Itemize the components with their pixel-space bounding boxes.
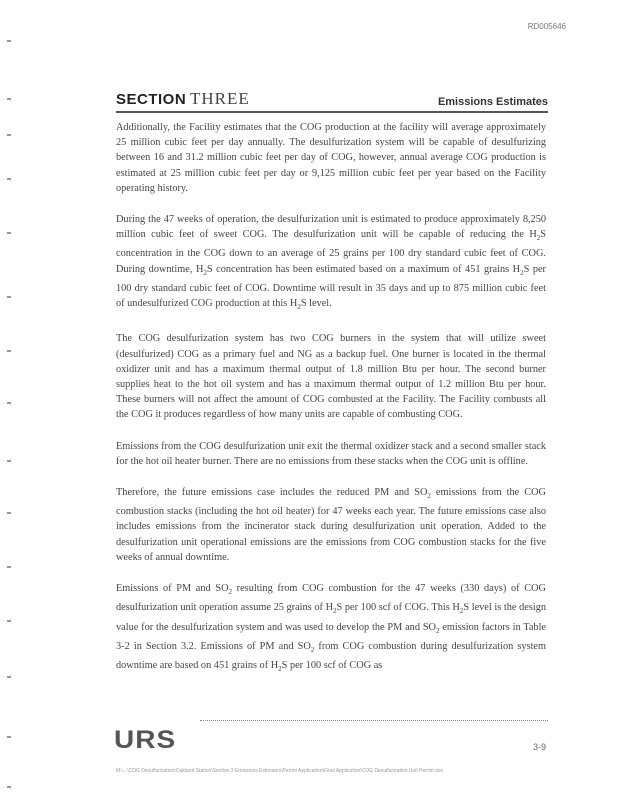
binder-hole-mark — [7, 232, 11, 234]
section-header — [116, 87, 548, 113]
binder-hole-mark — [7, 178, 11, 180]
binder-hole-mark — [7, 460, 11, 462]
document-id: RD005646 — [527, 22, 566, 31]
section-number: THREE — [190, 89, 250, 108]
binder-hole-mark — [7, 786, 11, 788]
paragraph: During the 47 weeks of operation, the desulfurization unit is estimated to produce approximately 8,250 million cubic feet of sweet COG. The desulfurization unit will be capable of reducing the $H_2S$ concentration in the COG down to an average of 25 grains per 100 dry standard cubic feet of COG. During downtime, $H_2S$ concentration has been estimated based on a maximum of 451 grains $H_2S$ per 100 dry standard cubic feet of COG. Downtime will result in 35 days and up to 875 million cubic feet of undesulfurized COG production at this $H_2S$ level. — [116, 214, 546, 312]
paragraph: The COG desulfurization system has two COG burners in the system that will utilize sweet (desulfurized) COG as a primary fuel and NG as a backup fuel. One burner is located in the thermal oxidizer unit and has a maximum thermal output of 1.8 million Btu per hour. The second burner supplies heat to the hot oil system and has a maximum thermal output of 1.2 million Btu per hour. These burners will not affect the amount of COG combusted at the Facility. The Facility combusts all the COG it produces regardless of how many units are capable of combusting COG. — [116, 333, 546, 421]
binder-hole-mark — [7, 134, 11, 136]
footer-rule — [200, 720, 548, 721]
binder-hole-mark — [7, 350, 11, 352]
paragraph: Emissions of PM and $SO_2$ resulting from COG combustion for the 47 weeks (330 days) of COG desulfurization unit operation assume 25 grains of $H_2S$ per 100 scf of COG. This $H_2S$ level is the design value for the desulfurization system and was used to develop the PM and $SO_2$ emission factors in Table 3-2 in Section 3.2. Emissions of PM and $SO_2$ from COG combustion during desulfurization system downtime are based on 451 grains of $H_2S$ per 100 scf of COG as — [116, 583, 547, 674]
binder-hole-mark — [7, 620, 11, 622]
section-label: SECTION — [116, 91, 187, 108]
binder-hole-mark — [7, 402, 11, 404]
binder-hole-mark — [7, 98, 11, 100]
paragraph: Therefore, the future emissions case includes the reduced PM and $SO_2$ emissions from the COG combustion stacks (including the hot oil heater) for 47 weeks each year. The future emissions case also includes emissions from the incinerator stack during desulfurization unit operation. Added to the desulfurization unit operational emissions are the emissions from COG combustion stacks for the five weeks of annual downtime. — [116, 487, 546, 563]
paragraph: Emissions from the COG desulfurization unit exit the thermal oxidizer stack and a second smaller stack for the hot oil heater burner. There are no emissions from these stacks when the COG unit is offline. — [116, 440, 546, 467]
footer-file-path: M:\...\COG Desulfurization\Oakland Station\Section 3 Emissions Estimates\Permit Application\Final Application\COG Desulfurization Unit Permit.doc — [116, 768, 444, 774]
binder-hole-mark — [7, 676, 11, 678]
section-title: Emissions Estimates — [437, 96, 548, 108]
binder-hole-mark — [7, 566, 11, 568]
urs-logo: URS — [114, 725, 177, 754]
paragraph: Additionally, the Facility estimates that the COG production at the facility will average approximately 25 million cubic feet per day annually. The desulfurization system will be capable of desulfurizing between 16 and 31.2 million cubic feet per day of COG, however, annual average COG production is estimated at 25 million cubic feet per day or 9,125 million cubic feet per year based on the Facility operating history. — [116, 122, 546, 194]
binder-hole-mark — [7, 736, 11, 738]
binder-hole-mark — [7, 512, 11, 514]
binder-hole-mark — [7, 40, 11, 42]
page-number: 3-9 — [532, 742, 546, 752]
binder-hole-mark — [7, 296, 11, 298]
body-text — [116, 120, 546, 693]
